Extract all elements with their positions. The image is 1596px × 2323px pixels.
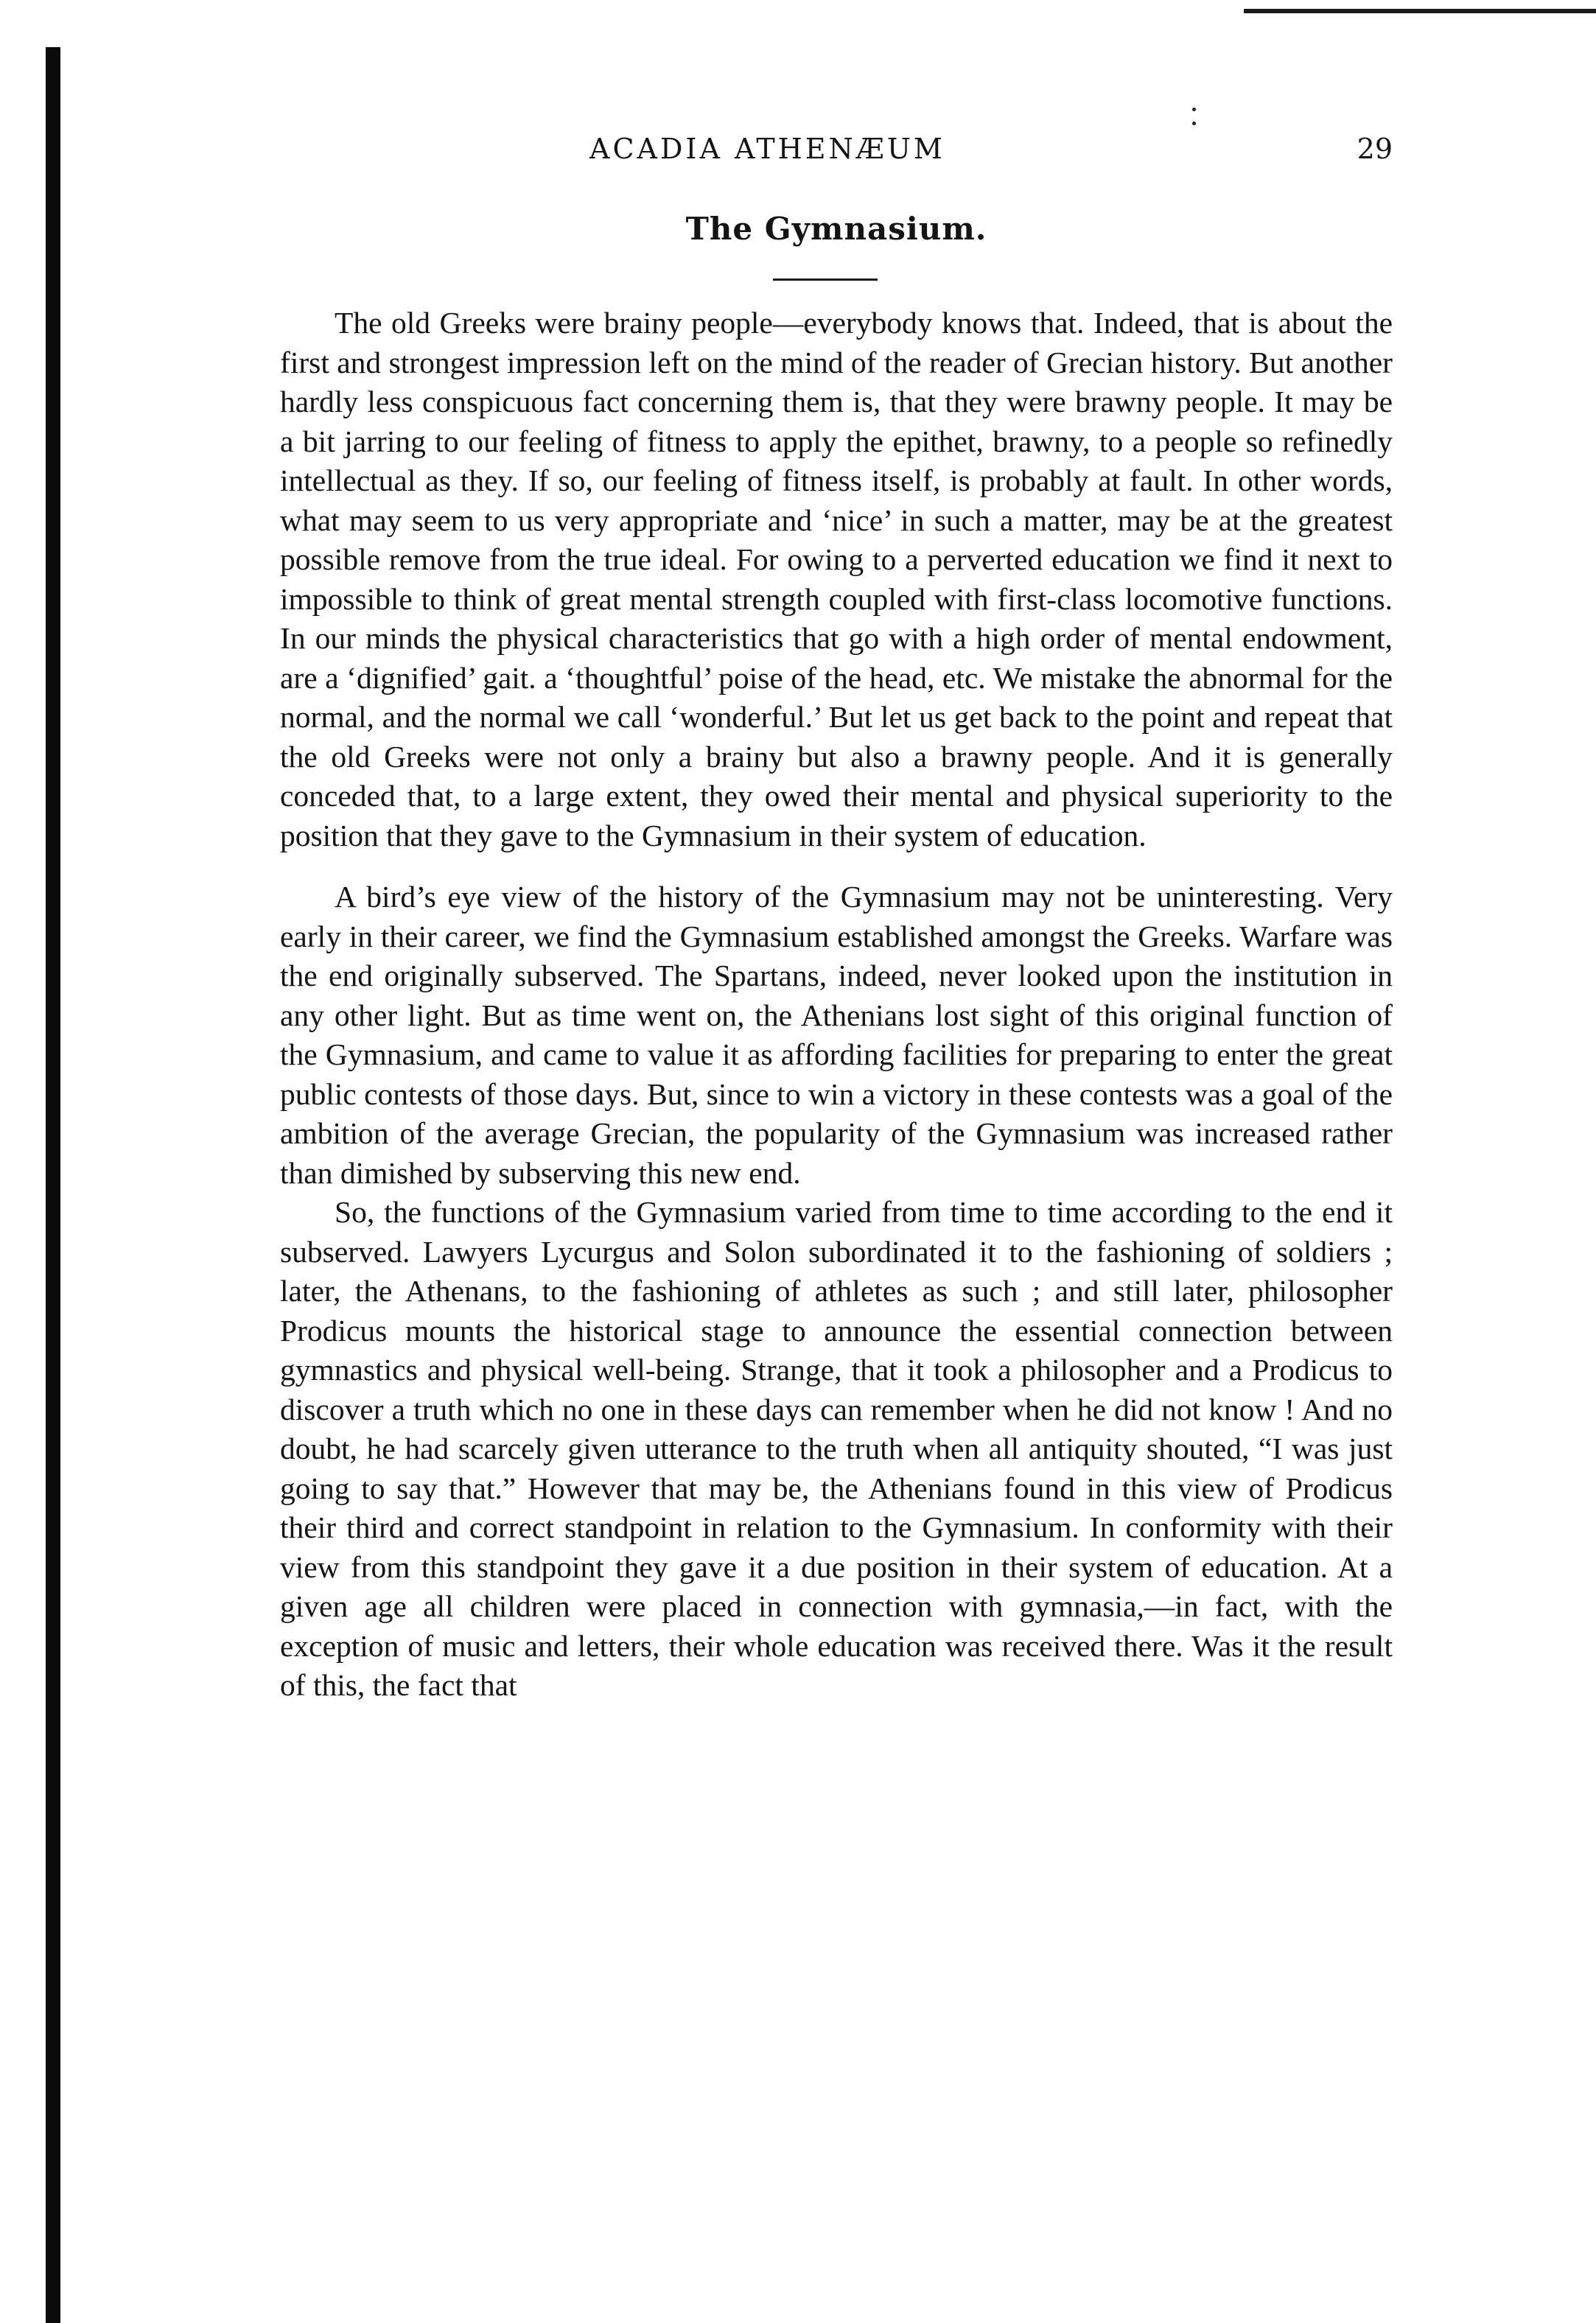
ink-dot bbox=[1192, 108, 1196, 111]
running-head bbox=[280, 133, 1393, 177]
paragraph: So, the functions of the Gymnasium varied from time to time according to the end it subserved. Lawyers Lycurgus and Solon subordinated it to the fashioning of soldiers ; later, the Athenans, to the fashioning of athletes as such ; and still later, philosopher Prodicus mounts the historical stage to announce the essential connection between gymnastics and physical well-being. Strange, that it took a philosopher and a Prodicus to discover a truth which no one in these days can remember when he did not know ! And no doubt, he had scarcely given utterance to the truth when all antiquity shouted, “I was just going to say that.” However that may be, the Athenians found in this view of Prodicus their third and correct standpoint in relation to the Gymnasium. In conformity with their view from this standpoint they gave it a due position in their system of education. At a given age all children were placed in connection with gymnasia,—in fact, with the exception of music and letters, their whole education was received there. Was it the result of this, the fact that bbox=[280, 1195, 1393, 1702]
top-rule bbox=[1244, 9, 1596, 13]
article-body bbox=[280, 304, 1393, 1706]
paragraph: The old Greeks were brainy people—everybody knows that. Indeed, that is about the first and strongest impression left on the mind of the reader of Grecian history. But another hardly less conspicuous fact concerning them is, that they were brawny people. It may be a bit jarring to our feeling of fitness to apply the epithet, brawny, to a people so refinedly intellectual as they. If so, our feeling of fitness itself, is probably at fault. In other words, what may seem to us very appropriate and ‘nice’ in such a matter, may be at the greatest possible remove from the true ideal. For owing to a perverted education we find it next to impossible to think of great mental strength coupled with first-class locomotive functions. In our minds the physical characteristics that go with a high order of mental endowment, are a ‘dignified’ gait. a ‘thoughtful’ poise of the head, etc. We mistake the abnormal for the normal, and the normal we call ‘wonderful.’ But let us get back to the point and repeat that the old Greeks were not only a brainy but also a brawny people. And it is generally conceded that, to a large extent, they owed their mental and physical superiority to the position that they gave to the Gymnasium in their system of education. bbox=[280, 306, 1393, 852]
paragraph: A bird’s eye view of the history of the Gymnasium may not be uninteresting. Very early in their career, we find the Gymnasium established amongst the Greeks. Warfare was the end originally subserved. The Spartans, indeed, never looked upon the institution in any other light. But as time went on, the Athenians lost sight of this original function of the Gymnasium, and came to value it as affording facilities for preparing to enter the great public contests of those days. But, since to win a victory in these contests was a goal of the ambition of the average Grecian, the popularity of the Gymnasium was increased rather than dimished by subserving this new end. bbox=[280, 880, 1393, 1190]
running-title: ACADIA ATHENÆUM bbox=[589, 133, 945, 165]
page-number: 29 bbox=[1357, 133, 1393, 165]
binding-edge bbox=[46, 47, 60, 2323]
title-rule bbox=[773, 278, 878, 281]
article-title: The Gymnasium. bbox=[685, 211, 987, 247]
ink-dot bbox=[1192, 122, 1196, 125]
